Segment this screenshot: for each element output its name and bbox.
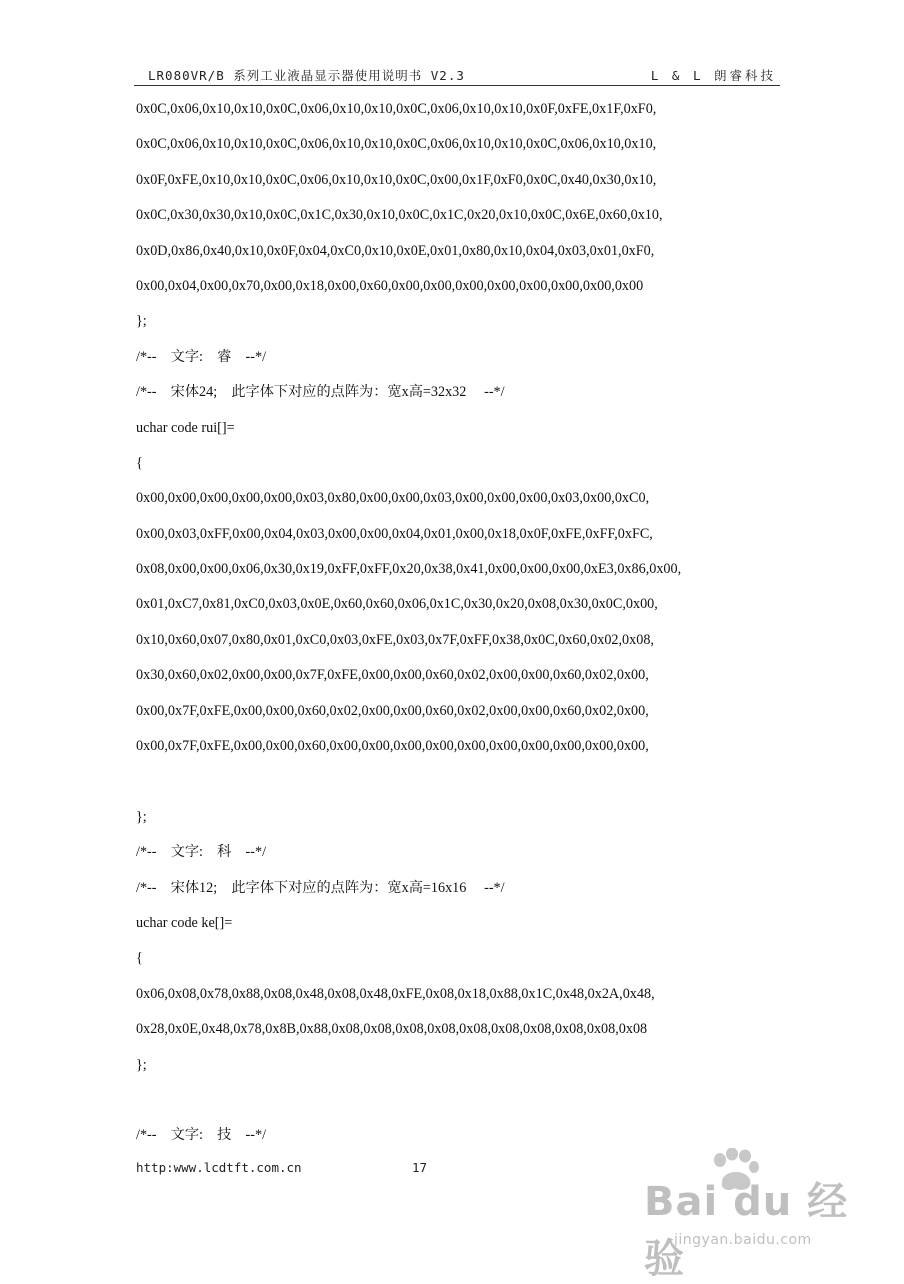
code-line: 0x00,0x7F,0xFE,0x00,0x00,0x60,0x00,0x00,0x00,0x00,0x00,0x00,0x00,0x00,0x00,0x00,	[136, 738, 649, 755]
code-line: 0x06,0x08,0x78,0x88,0x08,0x48,0x08,0x48,0xFE,0x08,0x18,0x88,0x1C,0x48,0x2A,0x48,	[136, 985, 655, 1002]
header-rule	[134, 85, 780, 86]
code-line: };	[136, 808, 147, 825]
code-line: 0x01,0xC7,0x81,0xC0,0x03,0x0E,0x60,0x60,0x06,0x1C,0x30,0x20,0x08,0x30,0x0C,0x00,	[136, 596, 658, 613]
code-line: 0x00,0x04,0x00,0x70,0x00,0x18,0x00,0x60,0x00,0x00,0x00,0x00,0x00,0x00,0x00,0x00	[136, 277, 644, 294]
page-header	[134, 62, 780, 86]
code-listing	[136, 92, 776, 1154]
watermark-site: jingyan.baidu.com	[674, 1232, 812, 1248]
footer-url: http:www.lcdtft.com.cn	[136, 1160, 302, 1175]
comment-line: /*-- 宋体24; 此字体下对应的点阵为：宽x高=32x32 --*/	[136, 384, 505, 401]
code-line: 0x00,0x7F,0xFE,0x00,0x00,0x60,0x02,0x00,0x00,0x60,0x02,0x00,0x00,0x60,0x02,0x00,	[136, 702, 649, 719]
code-line: };	[136, 313, 147, 330]
code-line: 0x0C,0x30,0x30,0x10,0x0C,0x1C,0x30,0x10,0x0C,0x1C,0x20,0x10,0x0C,0x6E,0x60,0x10,	[136, 207, 663, 224]
watermark-brand: Bai du 经验	[644, 1179, 849, 1282]
code-line: 0x00,0x00,0x00,0x00,0x00,0x03,0x80,0x00,0x00,0x03,0x00,0x00,0x00,0x03,0x00,0xC0,	[136, 490, 650, 507]
comment-line: /*-- 文字: 睿 --*/	[136, 348, 267, 365]
code-line: 0x0D,0x86,0x40,0x10,0x0F,0x04,0xC0,0x10,0x0E,0x01,0x80,0x10,0x04,0x03,0x01,0xF0,	[136, 242, 655, 259]
declaration-line: uchar code ke[]=	[136, 914, 233, 931]
code-line: {	[136, 950, 143, 967]
code-line: 0x30,0x60,0x02,0x00,0x00,0x7F,0xFE,0x00,0x00,0x60,0x02,0x00,0x00,0x60,0x02,0x00,	[136, 667, 649, 684]
declaration-line: uchar code rui[]=	[136, 419, 235, 436]
comment-line: /*-- 文字: 科 --*/	[136, 844, 267, 861]
code-line: 0x0C,0x06,0x10,0x10,0x0C,0x06,0x10,0x10,0x0C,0x06,0x10,0x10,0x0F,0xFE,0x1F,0xF0,	[136, 101, 657, 117]
comment-line: /*-- 宋体12; 此字体下对应的点阵为：宽x高=16x16 --*/	[136, 879, 505, 896]
blank-line	[136, 1083, 776, 1118]
code-line: 0x00,0x03,0xFF,0x00,0x04,0x03,0x00,0x00,0x04,0x01,0x00,0x18,0x0F,0xFE,0xFF,0xFC,	[136, 525, 653, 542]
blank-line	[136, 764, 776, 799]
company-name: L & L 朗睿科技	[650, 68, 776, 83]
code-line: 0x28,0x0E,0x48,0x78,0x8B,0x88,0x08,0x08,0x08,0x08,0x08,0x08,0x08,0x08,0x08,0x08	[136, 1021, 648, 1038]
watermark	[640, 1140, 880, 1282]
code-line: };	[136, 1056, 147, 1073]
page-number: 17	[412, 1160, 428, 1175]
code-line: 0x10,0x60,0x07,0x80,0x01,0xC0,0x03,0xFE,0x03,0x7F,0xFF,0x38,0x0C,0x60,0x02,0x08,	[136, 631, 654, 648]
code-line: {	[136, 454, 143, 471]
code-line: 0x08,0x00,0x00,0x06,0x30,0x19,0xFF,0xFF,0x20,0x38,0x41,0x00,0x00,0x00,0xE3,0x86,0x00,	[136, 561, 682, 578]
code-line: 0x0C,0x06,0x10,0x10,0x0C,0x06,0x10,0x10,0x0C,0x06,0x10,0x10,0x0C,0x06,0x10,0x10,	[136, 136, 657, 153]
document-title: LR080VR/B 系列工业液晶显示器使用说明书 V2.3	[148, 68, 465, 83]
code-line: 0x0F,0xFE,0x10,0x10,0x0C,0x06,0x10,0x10,0x0C,0x00,0x1F,0xF0,0x0C,0x40,0x30,0x10,	[136, 171, 657, 188]
comment-line: /*-- 文字: 技 --*/	[136, 1127, 267, 1144]
